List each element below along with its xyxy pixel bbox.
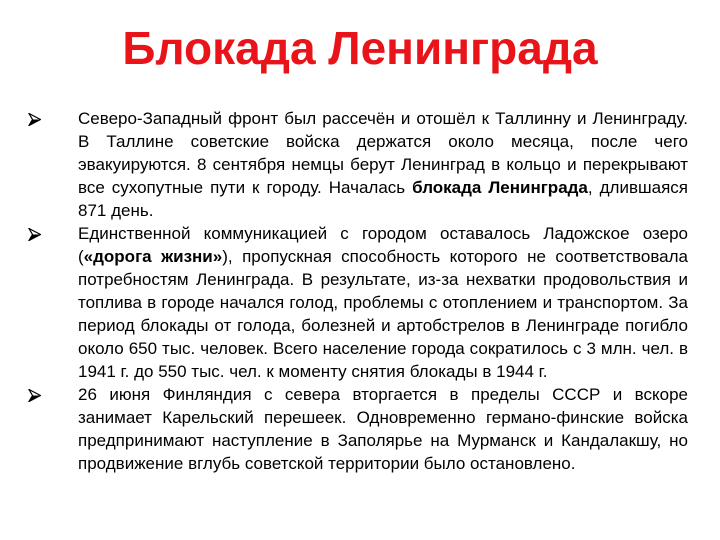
bold-phrase: блокада Ленинграда [412,178,588,197]
bullet-item [28,383,688,475]
text-run: ), пропускная способность которого не соответствовала потребностям Ленинграда. В результате, из-за нехватки продовольствия и топлива в городе начался голод, проблемы с отоплением и транспортом. За период блокады от голода, болезней и артобстрелов в Ленинграде погибло около 650 тыс. человек. Всего население города сократилось с 3 млн. чел. в 1941 г. до 550 тыс. чел. к моменту снятия блокады в 1944 г. [78,247,688,381]
bold-phrase: «дорога жизни» [83,247,223,266]
bullet-text [78,109,688,220]
text-run: Северо-Западный фронт был рассечён и отошёл к Таллинну и Ленинграду. В Таллине советские войска держатся около месяца, после чего эвакуируются. 8 сентября немцы берут Ленинград в кольцо и перекрывают все сухопутные пути к городу. Началась [78,109,688,197]
slide-title: Блокада Ленинграда [122,22,598,74]
arrowhead-bullet-icon [28,108,41,126]
arrowhead-bullet-icon [28,384,41,402]
bullet-text [78,385,688,473]
arrowhead-bullet-icon [28,223,41,241]
text-run: , длившаяся 871 день. [78,178,688,220]
text-run: Единственной коммуникацией с городом оставалось Ладожское озеро ( [78,224,688,266]
bullet-list [28,107,688,475]
bullet-text [78,224,688,381]
bullet-item [28,107,688,222]
bullet-item [28,222,688,383]
text-run: 26 июня Финляндия с севера вторгается в пределы СССР и вскоре занимает Карельский перешеек. Одновременно германо-финские войска предпринимают наступление в Заполярье на Мурманск и Кандалакшу, но продвижение вглубь советской территории было остановлено. [78,385,688,473]
